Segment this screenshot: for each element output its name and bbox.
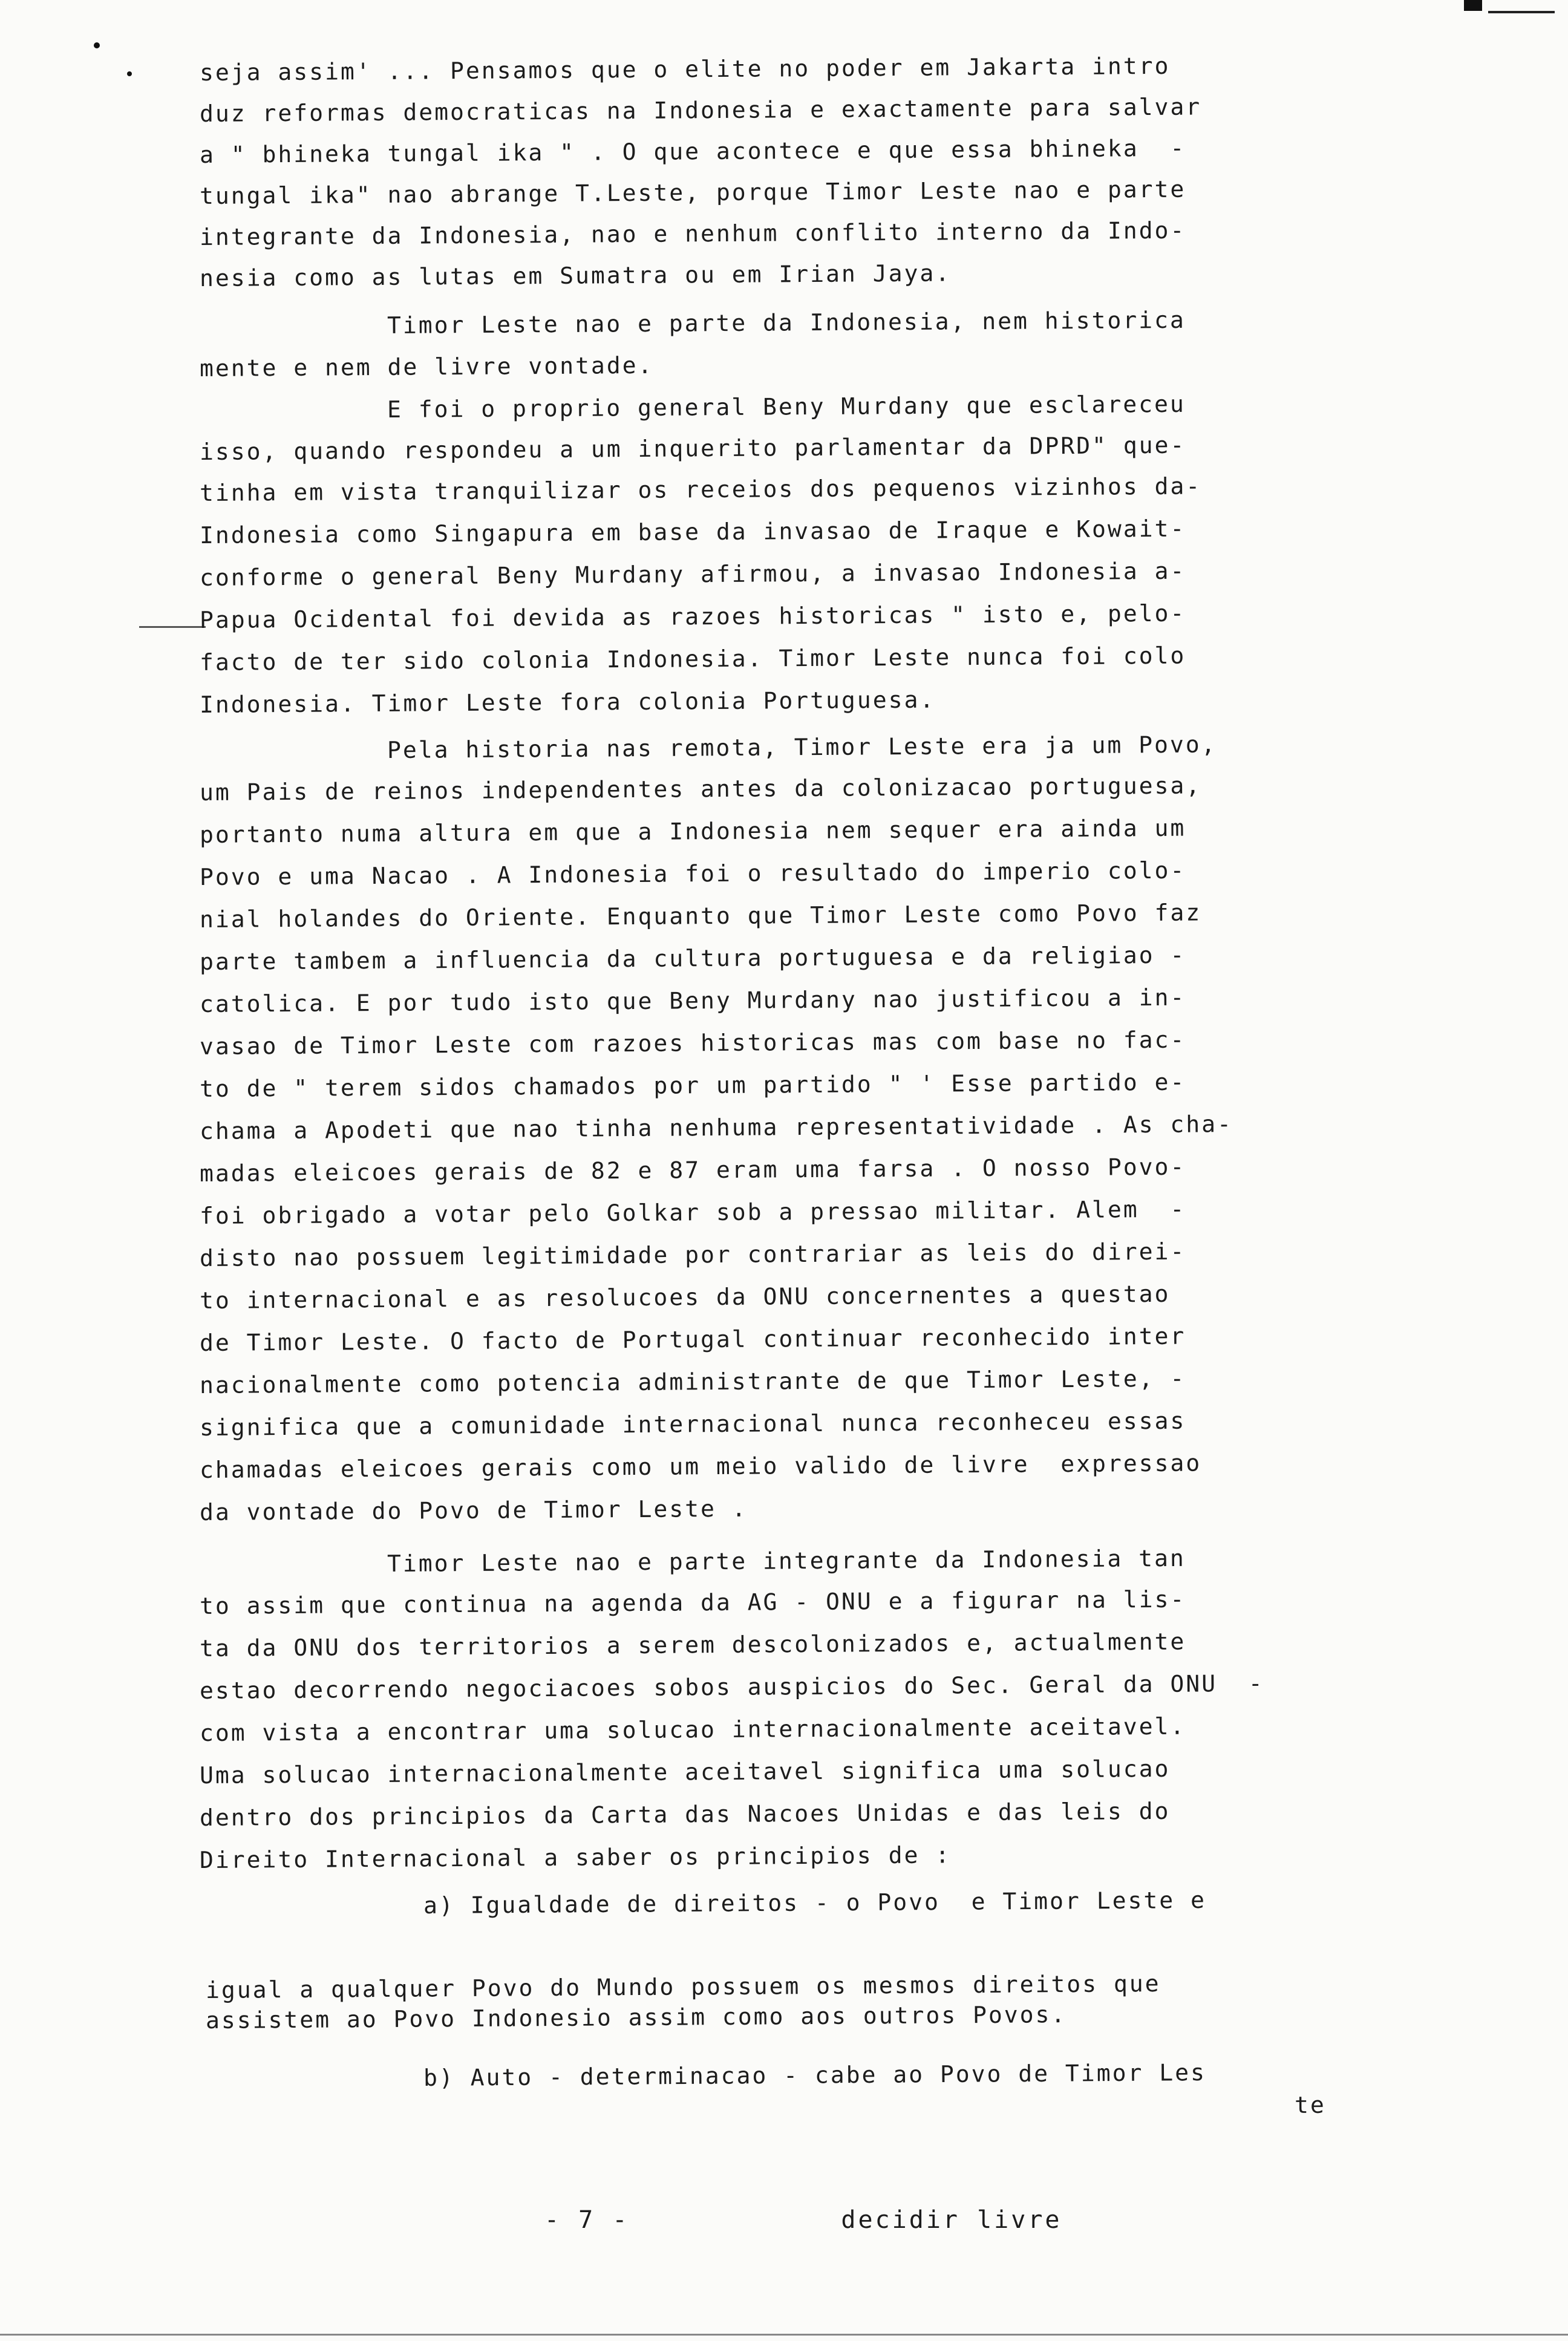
- page-number: - 7 -: [544, 2206, 630, 2234]
- text-line: vasao de Timor Leste com razoes historicas mas com base no fac-: [199, 1026, 1186, 1060]
- text-line: chama a Apodeti que nao tinha nenhuma representatividade . As cha-: [199, 1111, 1233, 1144]
- text-line: seja assim' ... Pensamos que o elite no poder em Jakarta intro: [199, 52, 1171, 86]
- text-line: E foi o proprio general Beny Murdany que esclareceu: [387, 390, 1186, 423]
- text-line: dentro dos principios da Carta das Nacoes Unidas e das leis do: [199, 1797, 1171, 1831]
- text-line: parte tambem a influencia da cultura portuguesa e da religiao -: [199, 941, 1186, 975]
- text-line: chamadas eleicoes gerais como um meio valido de livre expressao: [199, 1449, 1202, 1483]
- text-line: ta da ONU dos territorios a serem descolonizados e, actualmente: [199, 1628, 1186, 1662]
- text-line: nial holandes do Oriente. Enquanto que Timor Leste como Povo faz: [199, 899, 1202, 933]
- text-line: igual a qualquer Povo do Mundo possuem os mesmos direitos que: [205, 1970, 1161, 2003]
- text-line: de Timor Leste. O facto de Portugal continuar reconhecido inter: [199, 1322, 1186, 1356]
- text-line: Direito Internacional a saber os principios de :: [199, 1841, 952, 1873]
- text-line: portanto numa altura em que a Indonesia nem sequer era ainda um: [199, 814, 1186, 848]
- text-line: to internacional e as resolucoes da ONU concernentes a questao: [199, 1280, 1171, 1314]
- text-line: da vontade do Povo de Timor Leste .: [199, 1495, 748, 1526]
- continuation-word: decidir livre: [841, 2206, 1062, 2234]
- text-line: Timor Leste nao e parte da Indonesia, nem historica: [387, 306, 1186, 339]
- scan-edge-mark: [1488, 11, 1555, 13]
- text-line: um Pais de reinos independentes antes da colonizacao portuguesa,: [199, 772, 1202, 806]
- text-line: tungal ika" nao abrange T.Leste, porque Timor Leste nao e parte: [199, 175, 1186, 209]
- text-line: a) Igualdade de direitos - o Povo e Timor Leste e: [423, 1886, 1207, 1919]
- text-line: Indonesia como Singapura em base da invasao de Iraque e Kowait-: [199, 515, 1186, 549]
- text-line: significa que a comunidade internacional nunca reconheceu essas: [199, 1407, 1186, 1441]
- text-line: nacionalmente como potencia administrante de que Timor Leste, -: [199, 1365, 1186, 1399]
- text-line: duz reformas democraticas na Indonesia e exactamente para salvar: [199, 93, 1202, 127]
- text-line: nesia como as lutas em Sumatra ou em Irian Jaya.: [199, 260, 952, 292]
- text-line: catolica. E por tudo isto que Beny Murdany nao justificou a in-: [199, 984, 1186, 1017]
- text-line: Indonesia. Timor Leste fora colonia Portuguesa.: [199, 686, 936, 718]
- text-line: disto nao possuem legitimidade por contrariar as leis do direi-: [199, 1238, 1186, 1272]
- text-line: facto de ter sido colonia Indonesia. Timor Leste nunca foi colo: [199, 642, 1186, 676]
- page-footer: [544, 2205, 1301, 2235]
- text-line: Povo e uma Nacao . A Indonesia foi o resultado do imperio colo-: [199, 857, 1186, 890]
- text-line: Uma solucao internacionalmente aceitavel significa uma solucao: [199, 1755, 1171, 1789]
- text-line: conforme o general Beny Murdany afirmou, a invasao Indonesia a-: [199, 557, 1186, 591]
- text-line: mente e nem de livre vontade.: [199, 351, 654, 382]
- scan-speck: [127, 71, 132, 76]
- text-line: tinha em vista tranquilizar os receios dos pequenos vizinhos da-: [199, 472, 1202, 506]
- text-line: estao decorrendo negociacoes sobos auspicios do Sec. Geral da ONU -: [199, 1670, 1264, 1704]
- text-line: integrante da Indonesia, nao e nenhum conflito interno da Indo-: [199, 217, 1186, 250]
- text-line: b) Auto - determinacao - cabe ao Povo de Timor Les: [423, 2059, 1207, 2091]
- text-line: madas eleicoes gerais de 82 e 87 eram uma farsa . O nosso Povo-: [199, 1153, 1186, 1187]
- text-line: Timor Leste nao e parte integrante da Indonesia tan: [387, 1544, 1186, 1577]
- scan-speck: [1464, 0, 1482, 11]
- text-line: assistem ao Povo Indonesio assim como aos outros Povos.: [205, 2001, 1067, 2034]
- text-line: to de " terem sidos chamados por um partido " ' Esse partido e-: [199, 1068, 1186, 1102]
- scan-edge-mark: [0, 2334, 1568, 2336]
- text-line: te: [1294, 2091, 1326, 2118]
- text-line: com vista a encontrar uma solucao internacionalmente aceitavel.: [199, 1712, 1186, 1746]
- text-line: to assim que continua na agenda da AG - ONU e a figurar na lis-: [199, 1585, 1186, 1619]
- text-line: a " bhineka tungal ika " . O que acontece e que essa bhineka -: [199, 134, 1186, 168]
- scan-speck: [94, 42, 100, 48]
- scan-margin-mark: [139, 626, 206, 628]
- text-line: Papua Ocidental foi devida as razoes historicas " isto e, pelo-: [199, 599, 1186, 633]
- text-line: Pela historia nas remota, Timor Leste era ja um Povo,: [387, 731, 1217, 763]
- text-line: isso, quando respondeu a um inquerito parlamentar da DPRD" que-: [199, 431, 1186, 465]
- text-line: foi obrigado a votar pelo Golkar sob a pressao militar. Alem -: [199, 1195, 1186, 1229]
